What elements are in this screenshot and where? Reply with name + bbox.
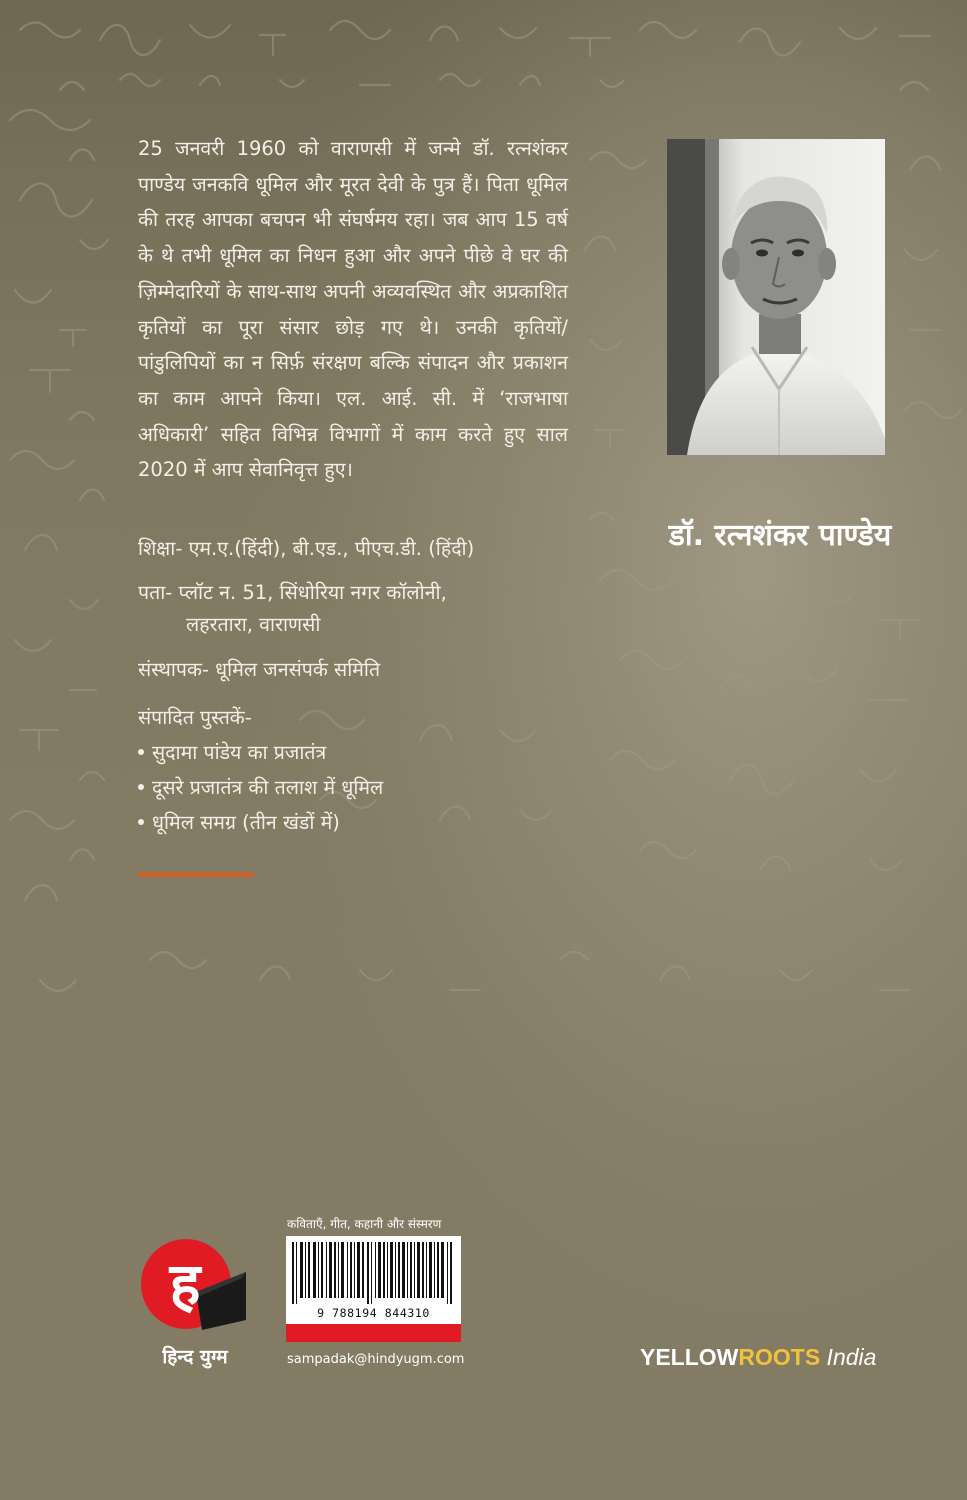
- imprint-part-india: India: [820, 1344, 877, 1370]
- address-line-2: लहरतारा, वाराणसी: [186, 613, 321, 636]
- email-link[interactable]: sampadak@hindyugm.com: [287, 1352, 465, 1367]
- education-line: शिक्षा- एम.ए.(हिंदी), बी.एड., पीएच.डी. (हिंदी): [138, 537, 475, 560]
- barcode: [286, 1236, 461, 1342]
- list-item: [138, 771, 383, 805]
- edited-book-title: दूसरे प्रजातंत्र की तलाश में धूमिल: [152, 776, 384, 799]
- logo-glyph: ह: [169, 1250, 201, 1318]
- hind-yugm-logo-icon: [138, 1234, 248, 1334]
- barcode-red-strip: [286, 1324, 461, 1342]
- divider: [138, 872, 254, 877]
- author-bio: [138, 131, 568, 488]
- list-item: [138, 806, 340, 840]
- edited-book-title: धूमिल समग्र (तीन खंडों में): [152, 811, 340, 834]
- author-portrait-illustration: [667, 139, 885, 455]
- imprint-part-roots: ROOTS: [738, 1344, 821, 1370]
- bio-paragraph: 25 जनवरी 1960 को वाराणसी में जन्मे डॉ. रत्नशंकर पाण्डेय जनकवि धूमिल और मूरत देवी के पुत्र हैं। पिता धूमिल की तरह आपका बचपन भी संघर्षमय रहा। जब आप 15 वर्ष के थे तभी धूमिल का निधन हुआ और अपने पीछे वे घर की ज़िम्मेदारियों के साथ-साथ अपनी अव्यवस्थित और अप्रकाशित कृतियों का पूरा संसार छोड़ गए थे। उनकी कृतियों/ पांडुलिपियों का न सिर्फ़ संरक्षण बल्कि संपादन और प्रकाशन का काम आपने किया। एल. आई. सी. में ‘राजभाषा अधिकारी’ सहित विभिन्न विभागों में काम करते हुए साल 2020 में आप सेवानिवृत्त हुए।: [138, 137, 568, 482]
- address-line-1: पता- प्लॉट न. 51, सिंधोरिया नगर कॉलोनी,: [138, 581, 447, 604]
- isbn-number: 9 788194 844310: [317, 1306, 430, 1320]
- imprint-part-yellow: YELLOW: [640, 1344, 739, 1370]
- edited-books-heading: संपादित पुस्तकें-: [138, 706, 252, 729]
- edited-book-title: सुदामा पांडेय का प्रजातंत्र: [152, 741, 327, 764]
- list-item: [138, 736, 326, 770]
- imprint-logo: [640, 1344, 876, 1371]
- bullet-icon: [138, 749, 144, 755]
- bullet-icon: [138, 819, 144, 825]
- author-name: डॉ. रत्नशंकर पाण्डेय: [668, 518, 892, 553]
- bullet-icon: [138, 784, 144, 790]
- author-photo: [667, 139, 885, 455]
- founder-line: संस्थापक- धूमिल जनसंपर्क समिति: [138, 658, 381, 681]
- publisher-name: हिन्द युग्म: [162, 1346, 228, 1368]
- genre-label: कविताएँ, गीत, कहानी और संस्मरण: [287, 1217, 442, 1231]
- barcode-bars-icon: [292, 1242, 455, 1304]
